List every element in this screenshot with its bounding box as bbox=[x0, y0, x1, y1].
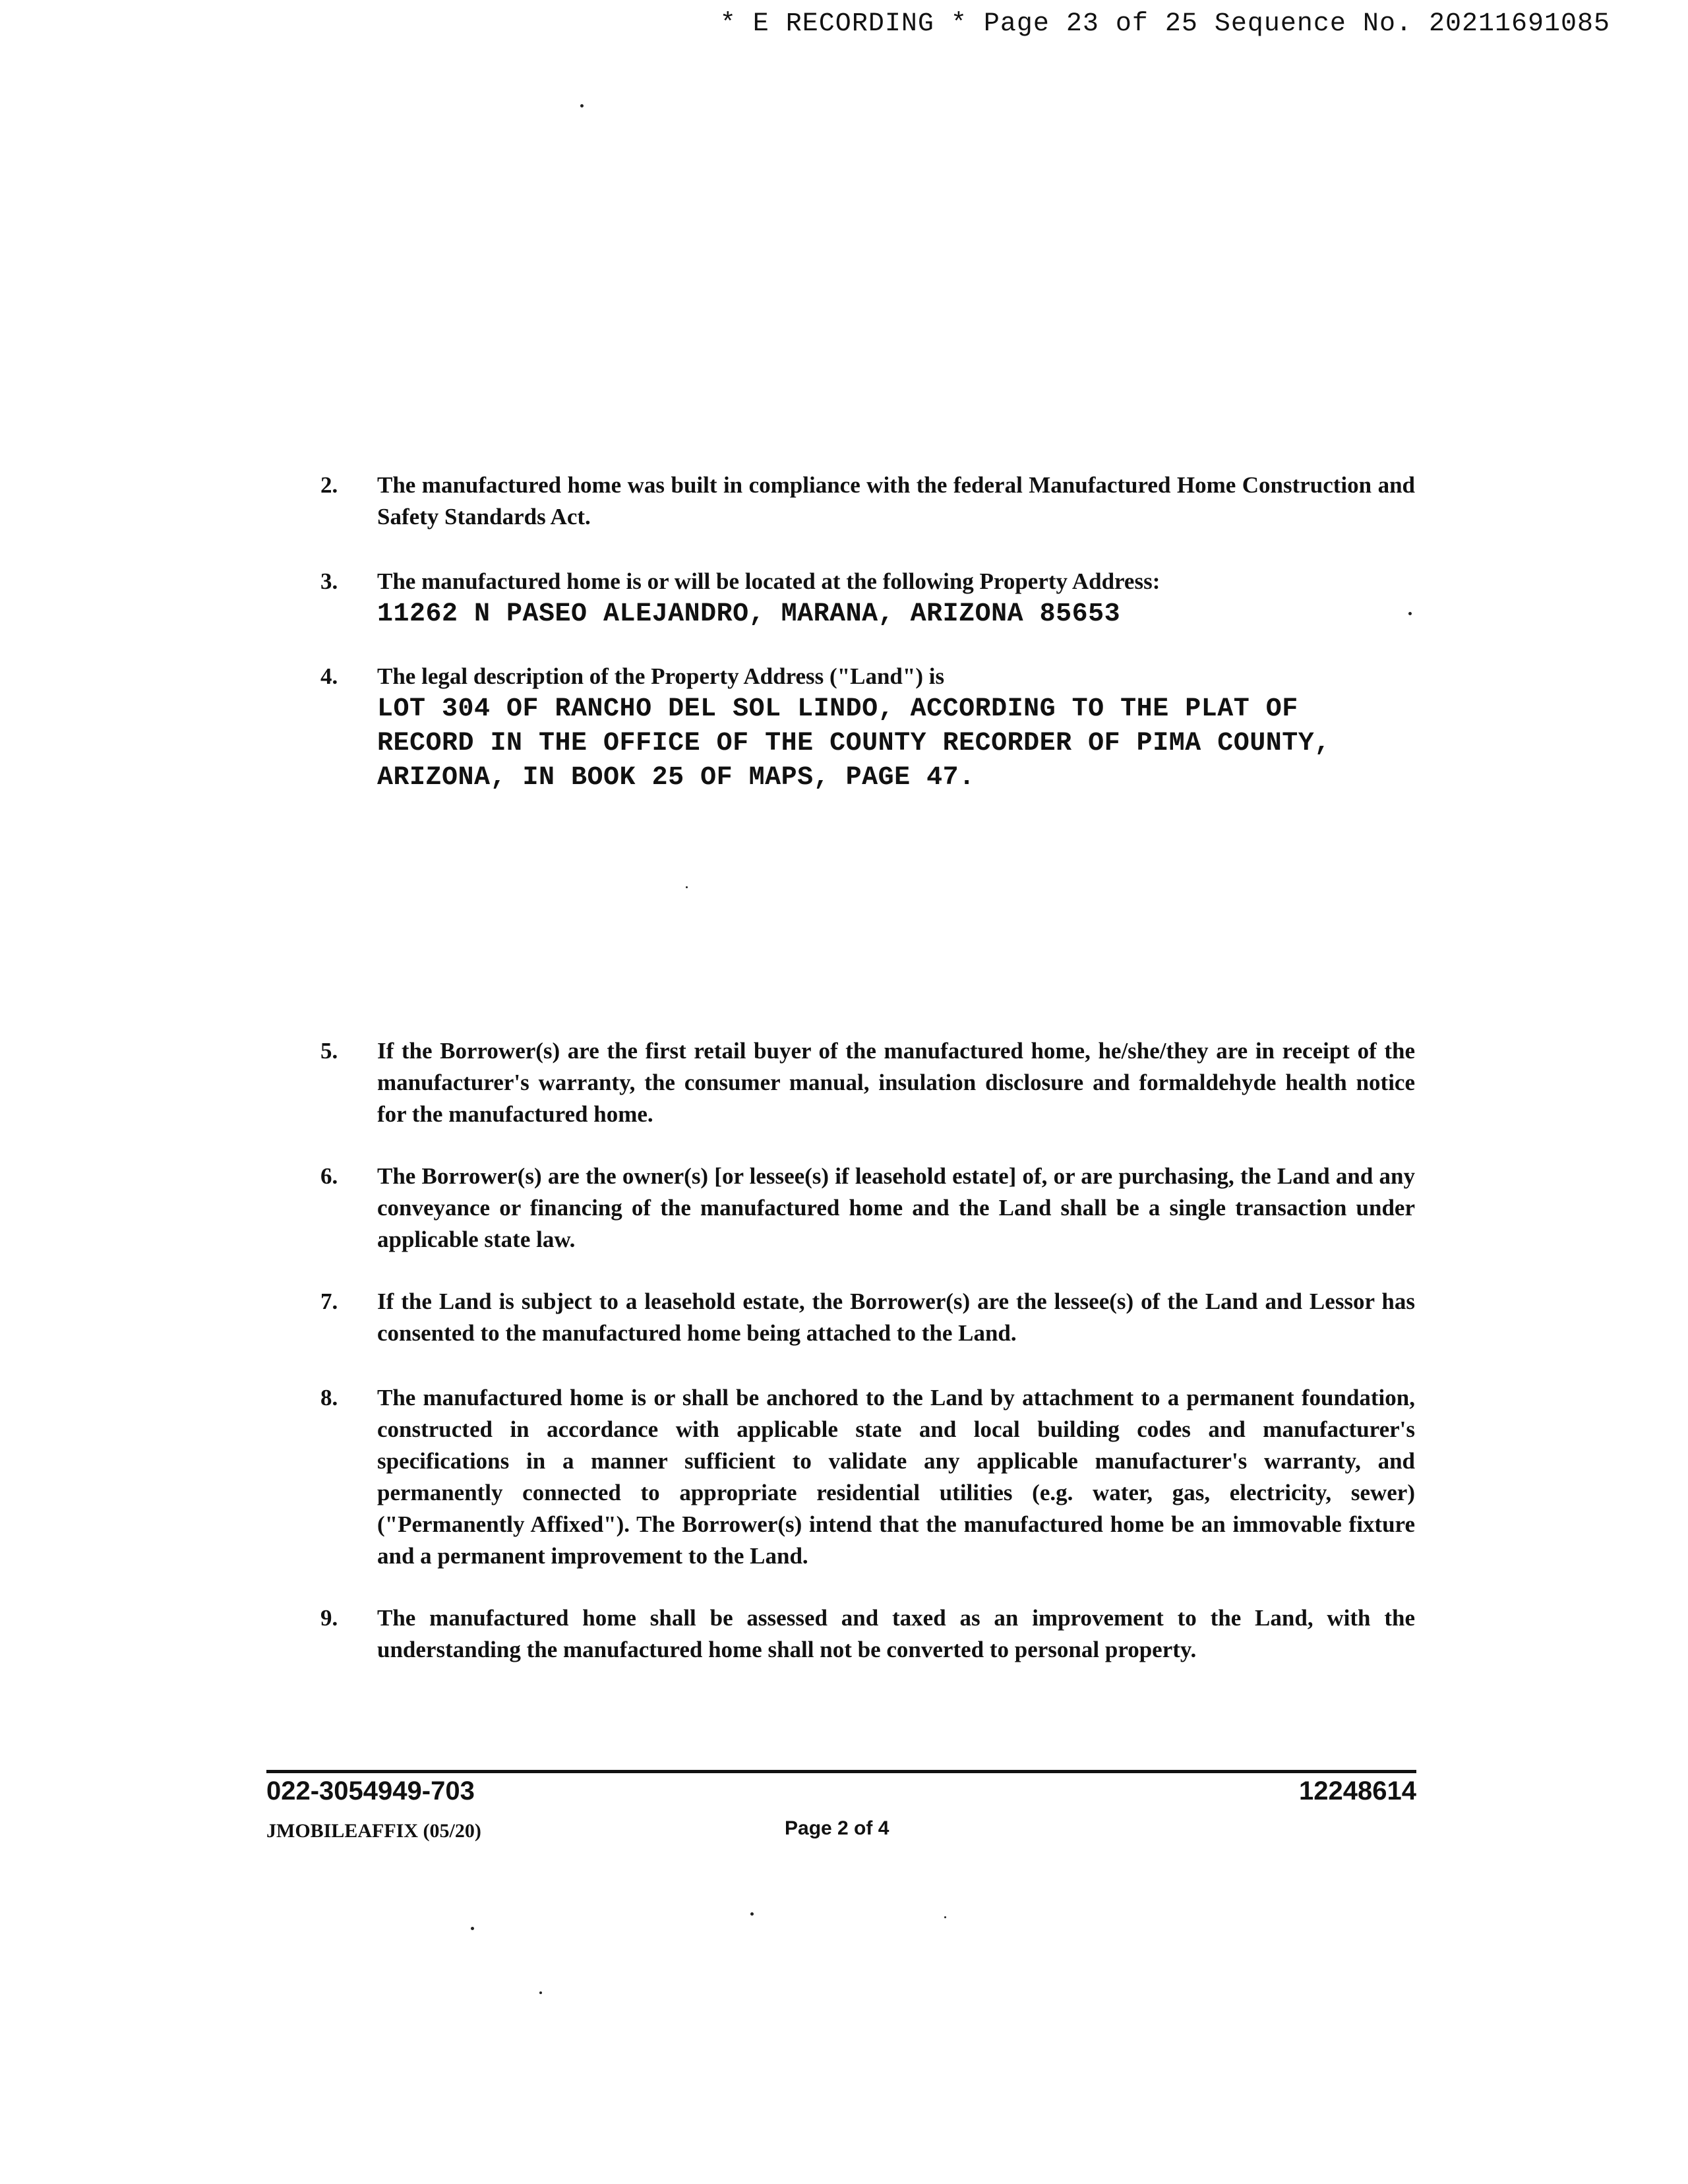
item-number: 5. bbox=[320, 1038, 338, 1064]
item-number: 7. bbox=[320, 1289, 338, 1314]
case-number: 12248614 bbox=[1299, 1776, 1416, 1805]
item-2 bbox=[320, 470, 1415, 533]
scan-speck bbox=[686, 886, 688, 888]
item-9 bbox=[320, 1602, 1415, 1666]
scan-speck bbox=[539, 1991, 542, 1994]
item-6 bbox=[320, 1161, 1415, 1256]
scan-speck bbox=[471, 1927, 474, 1930]
recording-stamp: * E RECORDING * Page 23 of 25 Sequence No. 20211691085 bbox=[719, 9, 1610, 39]
scan-speck bbox=[580, 104, 584, 107]
item-text: The Borrower(s) are the owner(s) [or lessee(s) if leasehold estate] of, or are purchasing, the Land and any conveyance or financing of the manufactured home and the Land shall be a single transaction under applicable state law. bbox=[377, 1163, 1415, 1252]
item-text: The legal description of the Property Address ("Land") is bbox=[377, 663, 945, 689]
item-4 bbox=[320, 661, 1415, 795]
item-text: The manufactured home shall be assessed and taxed as an improvement to the Land, with the understanding the manufactured home shall not be converted to personal property. bbox=[377, 1605, 1415, 1662]
scan-speck bbox=[750, 1912, 754, 1916]
item-number: 4. bbox=[320, 663, 338, 689]
item-5 bbox=[320, 1035, 1415, 1130]
loan-number: 022-3054949-703 bbox=[266, 1776, 475, 1805]
page-number: Page 2 of 4 bbox=[785, 1817, 889, 1839]
scan-speck bbox=[944, 1916, 946, 1918]
footer-rule bbox=[266, 1770, 1416, 1773]
legal-description: LOT 304 OF RANCHO DEL SOL LINDO, ACCORDING TO THE PLAT OF RECORD IN THE OFFICE OF THE COUNTY RECORDER OF PIMA COUNTY, ARIZONA, IN BOOK 25 OF MAPS, PAGE 47. bbox=[377, 694, 1331, 793]
item-7 bbox=[320, 1286, 1415, 1349]
item-number: 3. bbox=[320, 568, 338, 594]
scan-speck bbox=[1408, 612, 1412, 615]
property-address: 11262 N PASEO ALEJANDRO, MARANA, ARIZONA 85653 bbox=[377, 599, 1121, 629]
item-number: 8. bbox=[320, 1385, 338, 1410]
form-code: JMOBILEAFFIX (05/20) bbox=[266, 1820, 481, 1842]
item-8 bbox=[320, 1382, 1415, 1572]
item-text: The manufactured home is or shall be anchored to the Land by attachment to a permanent foundation, constructed in accordance with applicable state and local building codes and manufacturer's specifications in a manner sufficient to validate any applicable manufacturer's warranty, and permanently connected to appropriate residential utilities (e.g. water, gas, electricity, sewer) ("Permanently Affixed"). The Borrower(s) intend that the manufactured home be an immovable fixture and a permanent improvement to the Land. bbox=[377, 1385, 1415, 1569]
item-text: The manufactured home is or will be located at the following Property Address: bbox=[377, 568, 1160, 594]
item-number: 6. bbox=[320, 1163, 338, 1189]
item-text: The manufactured home was built in compliance with the federal Manufactured Home Construction and Safety Standards Act. bbox=[377, 472, 1415, 530]
item-3 bbox=[320, 566, 1415, 632]
item-text: If the Borrower(s) are the first retail buyer of the manufactured home, he/she/they are in receipt of the manufacturer's warranty, the consumer manual, insulation disclosure and formaldehyde health notice for the manufactured home. bbox=[377, 1038, 1415, 1127]
item-text: If the Land is subject to a leasehold estate, the Borrower(s) are the lessee(s) of the Land and Lessor has consented to the manufactured home being attached to the Land. bbox=[377, 1289, 1415, 1346]
item-number: 2. bbox=[320, 472, 338, 498]
item-number: 9. bbox=[320, 1605, 338, 1631]
